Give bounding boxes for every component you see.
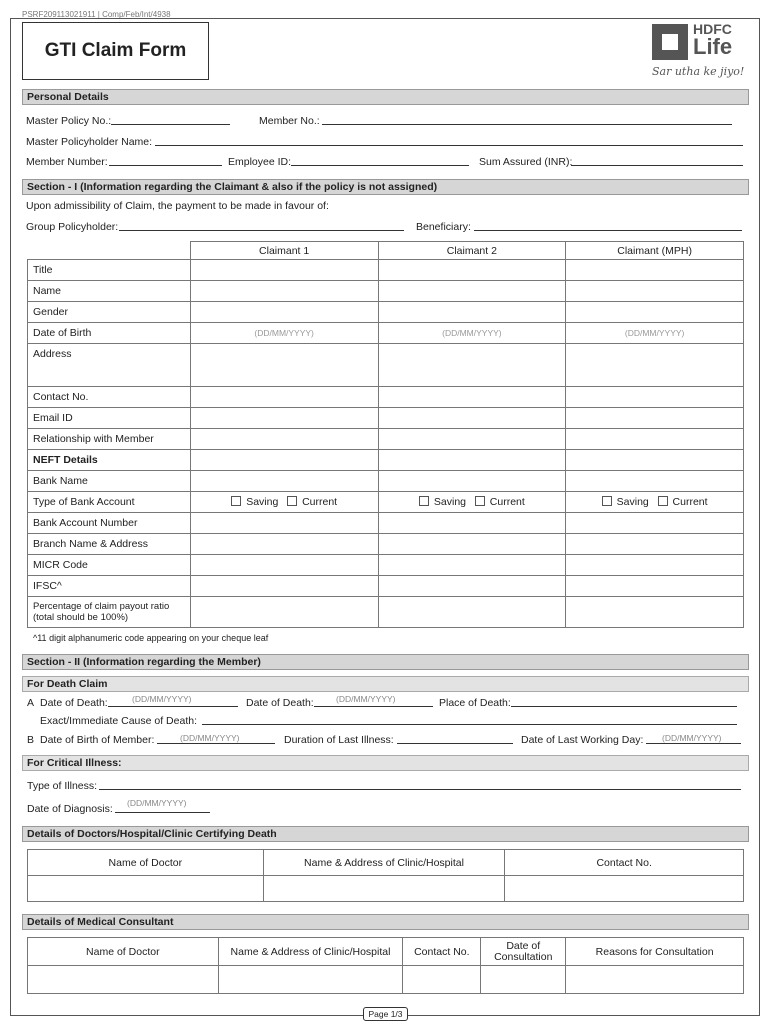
row-contact-no: [28, 387, 744, 408]
col-name-of-doctor: Name of Doctor: [28, 850, 264, 876]
current-checkbox[interactable]: [658, 496, 668, 506]
row-bank-name: [28, 471, 744, 492]
row-gender: [28, 302, 744, 323]
consultant-header-row: [28, 938, 744, 966]
item-a-label: A: [27, 697, 35, 709]
cause-of-death-field[interactable]: [202, 724, 737, 725]
beneficiary-field[interactable]: [474, 230, 742, 231]
row-date-of-birth: [28, 323, 744, 344]
duration-illness-label: Duration of Last Illness:: [284, 734, 394, 746]
col-clinic-address: Name & Address of Clinic/Hospital: [218, 938, 403, 966]
logo-text-hdfc: HDFC: [693, 21, 732, 37]
date-of-death-label-2: Date of Death:: [246, 697, 314, 709]
place-of-death-label: Place of Death:: [439, 697, 511, 709]
row-neft-details: [28, 450, 744, 471]
critical-illness-header: For Critical Illness:: [22, 755, 749, 771]
row-label: Type of Bank Account: [28, 492, 191, 513]
row-label: Branch Name & Address: [28, 534, 191, 555]
ifsc-footnote: ^11 digit alphanumeric code appearing on your cheque leaf: [33, 633, 269, 643]
logo-square-icon: [652, 24, 688, 60]
master-policy-no-label: Master Policy No.:: [26, 115, 112, 127]
row-label: Date of Birth: [28, 323, 191, 344]
col-claimant-mph: Claimant (MPH): [566, 242, 744, 260]
member-no-label: Member No.:: [259, 115, 320, 127]
dob-member-field[interactable]: [157, 743, 275, 744]
employee-id-label: Employee ID:: [228, 156, 292, 168]
row-label: MICR Code: [28, 555, 191, 576]
row-micr-code: [28, 555, 744, 576]
current-label: Current: [302, 496, 338, 508]
row-title: [28, 260, 744, 281]
master-policyholder-name-label: Master Policyholder Name:: [26, 136, 153, 148]
place-of-death-field[interactable]: [511, 706, 737, 707]
page-number: Page 1/3: [363, 1007, 408, 1021]
row-label: Contact No.: [28, 387, 191, 408]
row-label: Name: [28, 281, 191, 302]
group-policyholder-label: Group Policyholder:: [26, 221, 119, 233]
current-checkbox[interactable]: [287, 496, 297, 506]
row-branch-name-address: [28, 534, 744, 555]
date-hint[interactable]: (DD/MM/YYYY): [378, 323, 566, 344]
doctors-entry-row: [28, 876, 744, 902]
doctors-table: [27, 849, 744, 902]
row-address: [28, 344, 744, 387]
row-label: Address: [28, 344, 191, 387]
dob-member-label: Date of Birth of Member:: [40, 734, 155, 746]
saving-label: Saving: [246, 496, 279, 508]
beneficiary-label: Beneficiary:: [416, 221, 471, 233]
duration-illness-field[interactable]: [397, 743, 513, 744]
date-of-death-field[interactable]: [108, 706, 238, 707]
row-label: Gender: [28, 302, 191, 323]
current-label: Current: [672, 496, 708, 508]
dob-member-hint: (DD/MM/YYYY): [180, 733, 240, 743]
saving-checkbox[interactable]: [602, 496, 612, 506]
item-b-label: B: [27, 734, 35, 746]
hdfc-life-logo: [650, 20, 750, 82]
row-type-of-bank-account: [28, 492, 744, 513]
member-number-label: Member Number:: [26, 156, 108, 168]
date-of-death-hint: (DD/MM/YYYY): [132, 694, 192, 704]
master-policy-no-field[interactable]: [111, 124, 230, 125]
section-2-header: Section - II (Information regarding the Member): [22, 654, 749, 670]
logo-text-life: Life: [693, 34, 733, 59]
logo-tagline: Sar utha ke jiyo!: [652, 65, 745, 78]
date-of-death-field-2[interactable]: [314, 706, 433, 707]
group-policyholder-field[interactable]: [119, 230, 404, 231]
current-checkbox[interactable]: [475, 496, 485, 506]
row-label: Email ID: [28, 408, 191, 429]
saving-label: Saving: [616, 496, 649, 508]
col-contact-no: Contact No.: [505, 850, 744, 876]
claimant-header-row: [28, 242, 744, 260]
row-bank-account-number: [28, 513, 744, 534]
claimant-table: [27, 241, 744, 628]
date-of-diagnosis-field[interactable]: [115, 812, 210, 813]
section-1-header: Section - I (Information regarding the Claimant & also if the policy is not assigned): [22, 179, 749, 195]
row-label: Relationship with Member: [28, 429, 191, 450]
date-of-death-hint-2: (DD/MM/YYYY): [336, 694, 396, 704]
saving-label: Saving: [433, 496, 467, 508]
saving-checkbox[interactable]: [419, 496, 429, 506]
member-no-field[interactable]: [322, 124, 732, 125]
row-relationship: [28, 429, 744, 450]
sum-assured-label: Sum Assured (INR):: [479, 156, 573, 168]
payment-intro-text: Upon admissibility of Claim, the payment to be made in favour of:: [26, 200, 329, 212]
last-working-day-field[interactable]: [646, 743, 741, 744]
row-email-id: [28, 408, 744, 429]
row-label: NEFT Details: [28, 450, 191, 471]
col-contact-no: Contact No.: [403, 938, 481, 966]
saving-checkbox[interactable]: [231, 496, 241, 506]
cause-of-death-label: Exact/Immediate Cause of Death:: [40, 715, 197, 727]
row-label: Bank Account Number: [28, 513, 191, 534]
employee-id-field[interactable]: [291, 165, 469, 166]
death-claim-header: For Death Claim: [22, 676, 749, 692]
col-claimant-2: Claimant 2: [378, 242, 566, 260]
row-name: [28, 281, 744, 302]
row-label: Bank Name: [28, 471, 191, 492]
date-of-death-label: Date of Death:: [40, 697, 108, 709]
date-of-diagnosis-label: Date of Diagnosis:: [27, 803, 113, 815]
member-number-field[interactable]: [109, 165, 222, 166]
col-name-of-doctor: Name of Doctor: [28, 938, 219, 966]
type-of-illness-label: Type of Illness:: [27, 780, 98, 792]
last-working-day-hint: (DD/MM/YYYY): [662, 733, 722, 743]
personal-details-header: Personal Details: [22, 89, 749, 105]
doctors-header: Details of Doctors/Hospital/Clinic Certifying Death: [22, 826, 749, 842]
row-label: Title: [28, 260, 191, 281]
consultant-table: [27, 937, 744, 994]
sum-assured-field[interactable]: [571, 165, 743, 166]
consultant-entry-row: [28, 966, 744, 994]
date-hint[interactable]: (DD/MM/YYYY): [190, 323, 378, 344]
row-label: IFSC^: [28, 576, 191, 597]
row-ifsc: [28, 576, 744, 597]
document-reference: PSRF209113021911 | Comp/Feb/Int/4938: [22, 10, 171, 19]
type-of-illness-field[interactable]: [99, 789, 741, 790]
doctors-header-row: [28, 850, 744, 876]
current-label: Current: [489, 496, 525, 508]
date-hint[interactable]: (DD/MM/YYYY): [566, 323, 744, 344]
last-working-day-label: Date of Last Working Day:: [521, 734, 644, 746]
col-reasons: Reasons for Consultation: [566, 938, 744, 966]
col-date-of-consultation: Date of Consultation: [481, 938, 566, 966]
col-claimant-1: Claimant 1: [190, 242, 378, 260]
consultant-header: Details of Medical Consultant: [22, 914, 749, 930]
master-policyholder-name-field[interactable]: [155, 145, 743, 146]
row-payout-ratio: [28, 597, 744, 628]
form-title: GTI Claim Form: [22, 22, 209, 80]
row-label: Percentage of claim payout ratio (total should be 100%): [28, 597, 191, 628]
col-clinic-address: Name & Address of Clinic/Hospital: [263, 850, 505, 876]
date-of-diagnosis-hint: (DD/MM/YYYY): [127, 798, 187, 808]
